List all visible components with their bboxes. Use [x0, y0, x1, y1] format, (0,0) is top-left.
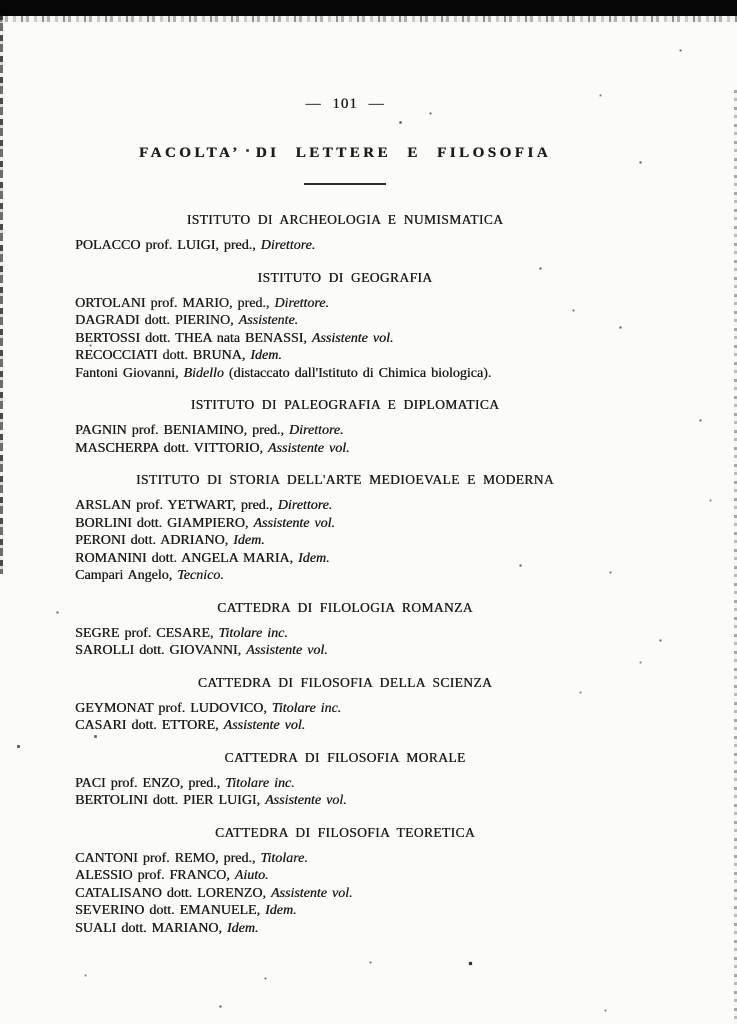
- staff-role: Idem.: [298, 550, 330, 566]
- staff-entry: [75, 902, 615, 920]
- staff-name: ROMANINI dott. ANGELA MARIA,: [75, 550, 298, 566]
- staff-entry: [75, 717, 615, 735]
- staff-entry: [75, 625, 615, 643]
- staff-role: Tecnico.: [177, 568, 224, 583]
- section-entries: [75, 775, 615, 810]
- staff-role: Assistente vol.: [267, 440, 350, 456]
- staff-entry: [75, 850, 615, 868]
- section-heading: ISTITUTO DI ARCHEOLOGIA E NUMISMATICA: [186, 212, 504, 227]
- staff-entry: [75, 365, 615, 383]
- staff-role: Titolare inc.: [271, 700, 342, 716]
- staff-entry: [75, 792, 615, 810]
- staff-entry: [75, 775, 615, 793]
- section-heading: ISTITUTO DI PALEOGRAFIA E DIPLOMATICA: [190, 397, 500, 412]
- staff-entry: [75, 550, 615, 568]
- section-heading: ISTITUTO DI GEOGRAFIA: [257, 269, 433, 285]
- staff-name: BORLINI dott. GIAMPIERO,: [75, 515, 254, 531]
- staff-role: Aiuto.: [234, 868, 269, 883]
- section-entries: [75, 850, 615, 938]
- section-heading: ISTITUTO DI STORIA DELL'ARTE MEDIOEVALE E MODERNA: [136, 472, 554, 487]
- staff-role: Titolare inc.: [218, 625, 288, 641]
- staff-name: Campari Angelo,: [75, 568, 178, 583]
- staff-name: PERONI dott. ADRIANO,: [75, 533, 234, 548]
- faculty-section: [75, 211, 615, 255]
- staff-role: Assistente vol.: [246, 643, 328, 658]
- section-entries: [75, 497, 615, 585]
- staff-name: SEGRE prof. CESARE,: [75, 625, 219, 641]
- section-entries: [75, 422, 615, 457]
- staff-entry: [75, 440, 615, 458]
- section-entries: [75, 295, 615, 383]
- faculty-sections: [75, 211, 615, 937]
- staff-entry: [75, 867, 615, 885]
- staff-role: Direttore.: [260, 238, 316, 253]
- staff-entry: [75, 237, 615, 255]
- staff-name: ORTOLANI prof. MARIO, pred.,: [75, 295, 275, 311]
- staff-role: Direttore.: [288, 423, 344, 438]
- scan-ink-specks: [0, 0, 1, 1]
- faculty-section: [75, 471, 615, 585]
- staff-name: DAGRADI dott. PIERINO,: [75, 313, 239, 328]
- faculty-section: [75, 824, 615, 938]
- staff-name: SEVERINO dott. EMANUELE,: [75, 903, 265, 918]
- staff-role: Assistente vol.: [311, 330, 394, 346]
- staff-name: Fantoni Giovanni,: [75, 365, 184, 381]
- staff-entry: [75, 567, 615, 585]
- section-entries: [75, 700, 615, 735]
- staff-entry: [75, 330, 615, 348]
- section-heading: CATTEDRA DI FILOSOFIA DELLA SCIENZA: [197, 674, 493, 690]
- staff-role: Titolare inc.: [225, 775, 295, 791]
- faculty-section: [75, 599, 615, 660]
- staff-role: Assistente vol.: [253, 515, 335, 531]
- staff-name: RECOCCIATI dott. BRUNA,: [75, 348, 251, 363]
- staff-name: CATALISANO dott. LORENZO,: [75, 885, 271, 901]
- faculty-section: [75, 396, 615, 457]
- staff-name: BERTOLINI dott. PIER LUIGI,: [75, 793, 265, 808]
- staff-note: (distaccato dall'Istituto di Chimica biologica).: [223, 365, 492, 381]
- title-divider-rule: [304, 183, 386, 185]
- staff-role: Idem.: [265, 903, 297, 918]
- section-entries: [75, 625, 615, 660]
- staff-role: Assistente vol.: [265, 793, 347, 808]
- faculty-section: [75, 674, 615, 735]
- staff-role: Bidello: [183, 365, 224, 381]
- staff-role: Assistente vol.: [223, 718, 306, 733]
- page-number: — 101 —: [305, 96, 385, 112]
- staff-role: Idem.: [233, 533, 265, 548]
- section-heading: CATTEDRA DI FILOSOFIA MORALE: [224, 749, 466, 765]
- staff-name: CASARI dott. ETTORE,: [75, 718, 224, 733]
- staff-role: Assistente vol.: [270, 885, 353, 901]
- staff-entry: [75, 642, 615, 660]
- section-heading: CATTEDRA DI FILOSOFIA TEORETICA: [214, 824, 476, 840]
- faculty-section: [75, 269, 615, 383]
- staff-name: PAGNIN prof. BENIAMINO, pred.,: [75, 423, 289, 438]
- staff-entry: [75, 885, 615, 903]
- staff-name: POLACCO prof. LUIGI, pred.,: [75, 238, 261, 253]
- faculty-section: [75, 749, 615, 810]
- staff-name: ARSLAN prof. YETWART, pred.,: [75, 498, 278, 513]
- staff-entry: [75, 312, 615, 330]
- staff-name: MASCHERPA dott. VITTORIO,: [75, 440, 268, 456]
- page-scan-content: [75, 0, 615, 937]
- staff-name: SAROLLI dott. GIOVANNI,: [75, 643, 247, 658]
- staff-entry: [75, 497, 615, 515]
- staff-name: CANTONI prof. REMO, pred.,: [75, 850, 261, 866]
- staff-role: Assistente.: [238, 313, 299, 328]
- staff-name: BERTOSSI dott. THEA nata BENASSI,: [75, 330, 312, 346]
- staff-entry: [75, 347, 615, 365]
- staff-role: Titolare.: [260, 850, 308, 866]
- staff-entry: [75, 422, 615, 440]
- staff-role: Direttore.: [274, 295, 329, 311]
- section-heading: CATTEDRA DI FILOLOGIA ROMANZA: [217, 599, 473, 615]
- scan-left-edge-artifact: [0, 14, 3, 574]
- staff-entry: [75, 515, 615, 533]
- staff-role: Idem.: [226, 920, 259, 936]
- staff-entry: [75, 700, 615, 718]
- staff-entry: [75, 920, 615, 938]
- section-entries: [75, 237, 615, 255]
- staff-role: Direttore.: [277, 498, 333, 513]
- staff-name: GEYMONAT prof. LUDOVICO,: [75, 700, 272, 716]
- staff-entry: [75, 295, 615, 313]
- staff-name: ALESSIO prof. FRANCO,: [75, 868, 235, 883]
- faculty-title: FACOLTA’ DI LETTERE E FILOSOFIA: [138, 145, 552, 161]
- staff-role: Idem.: [250, 348, 282, 363]
- staff-name: SUALI dott. MARIANO,: [75, 920, 227, 936]
- staff-entry: [75, 532, 615, 550]
- staff-name: PACI prof. ENZO, pred.,: [75, 775, 226, 791]
